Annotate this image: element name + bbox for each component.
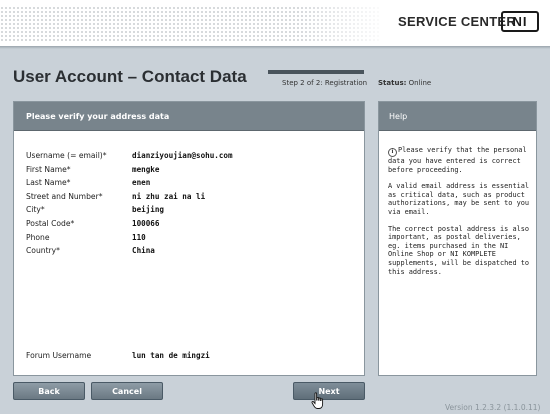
- field-value: 100066: [132, 218, 160, 228]
- progress-bar-fill: [268, 70, 364, 74]
- field-row-forum-username: [26, 351, 210, 360]
- app-header: [0, 0, 550, 46]
- field-row-first-name: [26, 165, 356, 179]
- help-panel: [378, 101, 537, 376]
- status-label: Status:: [378, 79, 407, 87]
- next-button[interactable]: Next: [293, 382, 365, 400]
- help-paragraph: The correct postal address is also important, as postal deliveries, eg. items purchased in the NI Online Shop or NI KOMPLETE supplements, will be dispatched to this address.: [388, 224, 530, 276]
- field-label: First Name*: [26, 164, 71, 174]
- field-value: beijing: [132, 205, 165, 215]
- field-row-last-name: [26, 178, 356, 192]
- step-indicator: Step 2 of 2: Registration: [282, 79, 368, 87]
- field-value: ni zhu zai na li: [132, 191, 206, 201]
- field-row-phone: [26, 233, 356, 247]
- field-value: mengke: [132, 164, 160, 174]
- field-value: enen: [132, 178, 151, 188]
- field-label: Country*: [26, 246, 60, 256]
- field-label: Username (= email)*: [26, 151, 107, 160]
- hand-cursor-icon: [311, 392, 325, 410]
- address-panel: [13, 101, 365, 376]
- field-row-country: [26, 246, 356, 260]
- field-label: Forum Username: [26, 351, 92, 360]
- header-divider: [0, 46, 550, 49]
- ni-logo-text: NI: [512, 14, 528, 29]
- help-text: [388, 146, 533, 284]
- progress-bar: [268, 70, 364, 74]
- field-label: Last Name*: [26, 178, 71, 188]
- field-value: lun tan de mingzi: [132, 351, 210, 360]
- page-title: User Account – Contact Data: [13, 67, 247, 86]
- field-label: City*: [26, 205, 45, 215]
- address-fields: [26, 151, 356, 260]
- field-label: Phone: [26, 232, 50, 242]
- cancel-button[interactable]: Cancel: [91, 382, 163, 400]
- field-value: 110: [132, 232, 146, 242]
- field-value: dianziyoujian@sohu.com: [132, 151, 233, 160]
- ni-logo: [501, 11, 539, 32]
- help-paragraph: A valid email address is essential as critical data, such as product authorizations, may be sent to you via email.: [388, 182, 530, 216]
- field-label: Street and Number*: [26, 191, 103, 201]
- field-row-street: [26, 192, 356, 206]
- address-panel-heading: Please verify your address data: [14, 102, 364, 131]
- help-panel-heading: Help: [379, 102, 536, 131]
- status-indicator: [378, 79, 431, 87]
- info-icon: i: [388, 148, 397, 157]
- field-row-username: [26, 151, 356, 165]
- field-label: Postal Code*: [26, 218, 75, 228]
- field-value: China: [132, 246, 155, 256]
- status-value: Online: [408, 79, 432, 87]
- help-paragraph: Please verify that the personal data you have entered is correct before proceeding.: [388, 146, 527, 174]
- version-label: Version 1.2.3.2 (1.1.0.11): [445, 403, 541, 412]
- service-center-title: SERVICE CENTER: [398, 14, 517, 29]
- back-button[interactable]: Back: [13, 382, 85, 400]
- field-row-postal-code: [26, 219, 356, 233]
- field-row-city: [26, 205, 356, 219]
